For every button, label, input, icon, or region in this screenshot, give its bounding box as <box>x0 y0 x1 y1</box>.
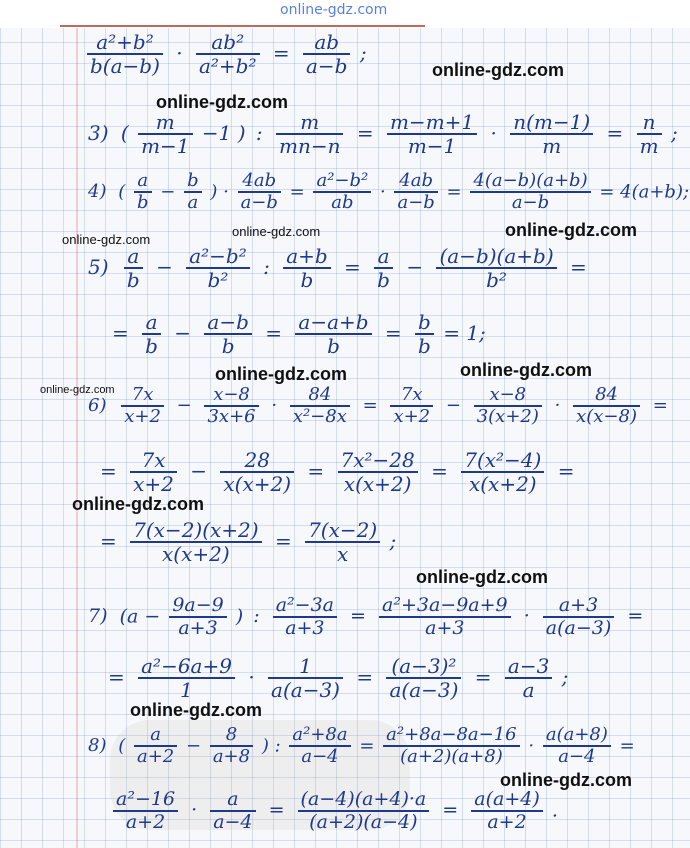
denominator: b <box>136 191 149 213</box>
punctuation: ; <box>359 41 367 65</box>
numerator: a−a+b <box>295 312 371 335</box>
equation-line-5 <box>88 246 591 291</box>
operator: = <box>274 529 292 553</box>
watermark: online-gdz.com <box>500 770 632 790</box>
operator: = <box>442 799 459 822</box>
fraction <box>142 312 161 357</box>
denominator: m <box>639 134 659 158</box>
operator: − <box>185 735 202 757</box>
denominator: a−4 <box>558 745 596 767</box>
fraction <box>113 790 178 833</box>
operator: = <box>606 121 624 145</box>
result: = 4(a+b); <box>599 181 690 203</box>
equation-line-5b <box>108 312 486 357</box>
numerator: 7(x−2) <box>305 520 380 543</box>
numerator: a²−b² <box>313 172 371 193</box>
numerator: 8 <box>210 726 253 747</box>
equation-line-6b <box>96 450 578 495</box>
operator: · <box>271 395 278 417</box>
numerator: (a−b)(a+b) <box>436 246 556 269</box>
fraction <box>383 726 519 767</box>
operator: = <box>431 459 448 483</box>
operator: = <box>265 321 283 345</box>
equation-line-3 <box>88 112 678 157</box>
fraction <box>338 450 418 495</box>
denominator: x+2 <box>393 405 431 427</box>
equation-line-7 <box>88 596 647 639</box>
fraction <box>204 386 258 427</box>
denominator: a+3 <box>425 616 465 639</box>
numerator: 7(x²−4) <box>461 450 544 473</box>
numerator: (a−4)(a+4)·a <box>298 790 430 812</box>
denominator: a(a−3) <box>271 678 340 702</box>
punctuation: ; <box>389 529 397 553</box>
paren: ) <box>210 181 218 203</box>
fraction <box>461 450 544 495</box>
operator: : <box>253 605 260 628</box>
numerator: a <box>374 246 393 269</box>
operator: = <box>344 255 361 279</box>
problem-label: 3) <box>88 121 109 145</box>
denominator: m−1 <box>141 134 190 158</box>
fraction <box>379 596 511 639</box>
numerator: 84 <box>290 386 350 407</box>
numerator: ab <box>303 32 350 55</box>
paren: ) <box>235 605 244 628</box>
numerator: a²−6a+9 <box>138 656 235 679</box>
numerator: ab² <box>196 32 260 55</box>
operator: = <box>652 395 668 417</box>
denominator: a−b <box>240 191 278 213</box>
watermark: online-gdz.com <box>460 360 592 380</box>
fraction <box>268 656 343 701</box>
numerator: a²+b² <box>87 32 163 55</box>
numerator: 9a−9 <box>169 596 226 618</box>
fraction <box>138 112 192 157</box>
numerator: a²−16 <box>113 790 178 812</box>
operator: − <box>445 395 461 417</box>
numerator: a(a+4) <box>471 790 543 812</box>
fraction <box>210 790 255 833</box>
fraction <box>186 246 250 291</box>
numerator: n <box>637 112 662 135</box>
fraction <box>210 726 253 767</box>
operator: = <box>272 41 290 65</box>
equation-line-1 <box>84 32 367 77</box>
fraction <box>134 172 152 213</box>
watermark: online-gdz.com <box>62 232 151 247</box>
denominator: b <box>327 334 340 358</box>
numerator: 28 <box>220 450 294 473</box>
fraction <box>415 312 434 357</box>
denominator: 1 <box>180 678 193 702</box>
fraction <box>220 450 294 495</box>
paren: ) <box>237 121 246 145</box>
problem-label: 7) <box>88 605 108 628</box>
denominator: a−b <box>511 191 550 213</box>
denominator: b² <box>207 268 229 292</box>
denominator: (a+2)(a−4) <box>309 810 418 833</box>
denominator: a+8 <box>212 745 251 767</box>
numerator: 7x²−28 <box>338 450 418 473</box>
numerator: b <box>415 312 434 335</box>
operator: − <box>190 459 208 483</box>
fraction <box>510 112 593 157</box>
operator: = <box>570 255 587 279</box>
fraction <box>276 112 343 157</box>
numerator: a²−3a <box>273 596 337 618</box>
fraction <box>471 790 543 833</box>
denominator: b <box>221 334 235 358</box>
numerator: a²+3a−9a+9 <box>379 596 511 618</box>
fraction <box>386 656 461 701</box>
denominator: a+2 <box>136 745 175 767</box>
paren: ( <box>118 181 126 203</box>
denominator: 3x+6 <box>207 405 256 427</box>
fraction <box>130 520 261 565</box>
problem-label: 5) <box>88 255 109 279</box>
operator: · <box>223 181 229 203</box>
operator: · <box>380 181 386 203</box>
denominator: a−b <box>306 54 348 78</box>
numerator: 7(x−2)(x+2) <box>130 520 261 543</box>
fraction <box>124 246 143 291</box>
numerator: a²+8a <box>289 726 350 747</box>
numerator: a <box>142 312 161 335</box>
numerator: x−8 <box>474 386 542 407</box>
denominator: a+2 <box>125 810 166 833</box>
fraction <box>303 32 350 77</box>
fraction <box>387 112 477 157</box>
fraction <box>394 172 437 213</box>
numerator: x−8 <box>204 386 258 407</box>
numerator: 4ab <box>394 172 437 193</box>
numerator: a <box>134 172 152 193</box>
operator: = <box>356 121 374 145</box>
header-rule <box>60 25 425 27</box>
numerator: a−3 <box>505 656 552 679</box>
numerator: m−m+1 <box>387 112 477 135</box>
watermark: online-gdz.com <box>130 700 262 720</box>
fraction <box>130 450 177 495</box>
numerator: b <box>184 172 202 193</box>
denominator: b <box>300 268 314 292</box>
denominator: x+2 <box>124 405 161 427</box>
fraction <box>169 596 226 639</box>
operator: = <box>268 799 285 822</box>
fraction <box>474 386 542 427</box>
denominator: b <box>126 268 140 292</box>
equation-line-8b <box>110 790 558 833</box>
operator: = <box>359 735 375 757</box>
operator: · <box>191 799 198 822</box>
paren: ( <box>120 121 129 145</box>
problem-label: 4) <box>88 181 107 203</box>
numerator: (a−3)² <box>386 656 461 679</box>
operator: = <box>362 395 378 417</box>
denominator: b² <box>486 268 507 292</box>
fraction <box>121 386 164 427</box>
operator: · <box>528 735 535 757</box>
operator: · <box>490 121 497 145</box>
denominator: a+3 <box>285 616 325 639</box>
fraction <box>138 656 235 701</box>
fraction <box>204 312 251 357</box>
fraction <box>283 246 330 291</box>
watermark: online-gdz.com <box>72 494 204 514</box>
term: −1 <box>201 121 232 145</box>
denominator: a−4 <box>301 745 339 767</box>
operator: = <box>384 321 402 345</box>
numerator: n(m−1) <box>510 112 593 135</box>
operator: = <box>350 605 366 628</box>
fraction <box>289 726 350 767</box>
denominator: 3(x+2) <box>476 405 539 427</box>
fraction <box>374 246 393 291</box>
fraction <box>390 386 433 427</box>
fraction <box>305 520 380 565</box>
watermark: online-gdz.com <box>215 364 347 384</box>
numerator: 4ab <box>238 172 281 193</box>
denominator: a−4 <box>213 810 253 833</box>
equation-line-4 <box>88 172 689 213</box>
denominator: m−1 <box>407 134 457 158</box>
denominator: a <box>187 191 199 213</box>
numerator: 84 <box>573 386 640 407</box>
numerator: 4(a−b)(a+b) <box>470 172 590 193</box>
operator: = <box>289 181 305 203</box>
denominator: x(x−8) <box>576 405 637 427</box>
fraction <box>290 386 350 427</box>
numerator: a <box>210 790 255 812</box>
fraction <box>637 112 662 157</box>
numerator: 7x <box>121 386 164 407</box>
fraction <box>196 32 260 77</box>
equation-line-6c <box>96 520 396 565</box>
operator: · <box>523 605 530 628</box>
punctuation: ; <box>561 665 569 689</box>
operator: : <box>255 121 263 145</box>
denominator: b <box>418 334 431 358</box>
fraction <box>238 172 281 213</box>
numerator: a <box>124 246 143 269</box>
denominator: a(a−3) <box>389 678 459 702</box>
operator: = <box>446 181 462 203</box>
numerator: m <box>276 112 343 135</box>
numerator: a(a+8) <box>543 726 611 747</box>
operator: = <box>557 459 575 483</box>
operator: : <box>274 735 281 757</box>
operator: · <box>248 665 255 689</box>
fraction <box>295 312 371 357</box>
numerator: a+3 <box>543 596 615 618</box>
term: (a − <box>119 605 161 628</box>
paren: ( <box>118 735 126 757</box>
fraction <box>87 32 163 77</box>
denominator: a²+b² <box>198 54 257 78</box>
equation-line-8 <box>88 726 635 767</box>
numerator: a−b <box>204 312 251 335</box>
numerator: a²+8a−8a−16 <box>383 726 519 747</box>
watermark: online-gdz.com <box>232 224 321 239</box>
fraction <box>134 726 177 767</box>
numerator: a+b <box>283 246 330 269</box>
denominator: ab <box>331 191 354 213</box>
operator: · <box>554 395 561 417</box>
numerator: m <box>138 112 192 135</box>
operator: = <box>356 665 374 689</box>
fraction <box>436 246 556 291</box>
fraction <box>505 656 552 701</box>
operator: · <box>176 41 183 65</box>
denominator: a−b <box>397 191 435 213</box>
denominator: (a+2)(a+8) <box>400 745 503 767</box>
denominator: a <box>522 678 535 702</box>
denominator: a+2 <box>487 810 527 833</box>
operator: = <box>474 665 492 689</box>
denominator: x+2 <box>133 472 174 496</box>
numerator: 7x <box>130 450 177 473</box>
punctuation: ; <box>670 121 678 145</box>
watermark: online-gdz.com <box>432 60 564 80</box>
site-header-link[interactable]: online-gdz.com <box>280 2 388 18</box>
paren: ) <box>261 735 269 757</box>
equation-line-7b <box>104 656 568 701</box>
fraction <box>298 790 430 833</box>
problem-label: 6) <box>88 395 107 417</box>
watermark: online-gdz.com <box>416 567 548 587</box>
fraction <box>313 172 371 213</box>
operator: = <box>619 735 635 757</box>
operator: = <box>627 605 644 628</box>
operator: = <box>100 529 117 553</box>
denominator: x(x+2) <box>343 472 412 496</box>
operator: − <box>176 395 192 417</box>
watermark: online-gdz.com <box>40 384 115 396</box>
denominator: x <box>336 542 349 566</box>
equation-line-6 <box>88 386 672 427</box>
problem-label: 8) <box>88 735 107 757</box>
operator: = <box>112 321 129 345</box>
numerator: 7x <box>390 386 433 407</box>
operator: − <box>156 255 173 279</box>
operator: − <box>160 181 176 203</box>
denominator: x(x+2) <box>468 472 537 496</box>
watermark: online-gdz.com <box>505 220 637 240</box>
fraction <box>543 596 615 639</box>
operator: = <box>307 459 325 483</box>
operator: − <box>406 255 424 279</box>
numerator: a²−b² <box>186 246 250 269</box>
fraction <box>470 172 590 213</box>
punctuation: . <box>551 799 558 822</box>
denominator: m <box>542 134 562 158</box>
denominator: x(x+2) <box>223 472 292 496</box>
fraction <box>573 386 640 427</box>
numerator: a <box>134 726 177 747</box>
denominator: mn−n <box>279 134 341 158</box>
denominator: b(a−b) <box>90 54 160 78</box>
denominator: a+3 <box>178 616 218 639</box>
denominator: a(a−3) <box>545 616 612 639</box>
numerator: 1 <box>268 656 343 679</box>
operator: : <box>263 255 270 279</box>
operator: = <box>108 665 125 689</box>
denominator: b <box>377 268 390 292</box>
denominator: b <box>145 334 158 358</box>
fraction <box>273 596 337 639</box>
result: = 1; <box>443 321 486 345</box>
denominator: x(x+2) <box>162 542 230 566</box>
operator: = <box>100 459 117 483</box>
operator: − <box>174 321 192 345</box>
watermark: online-gdz.com <box>156 92 288 112</box>
fraction <box>543 726 611 767</box>
margin-line <box>76 0 78 848</box>
fraction <box>184 172 202 213</box>
denominator: x²−8x <box>292 405 347 427</box>
